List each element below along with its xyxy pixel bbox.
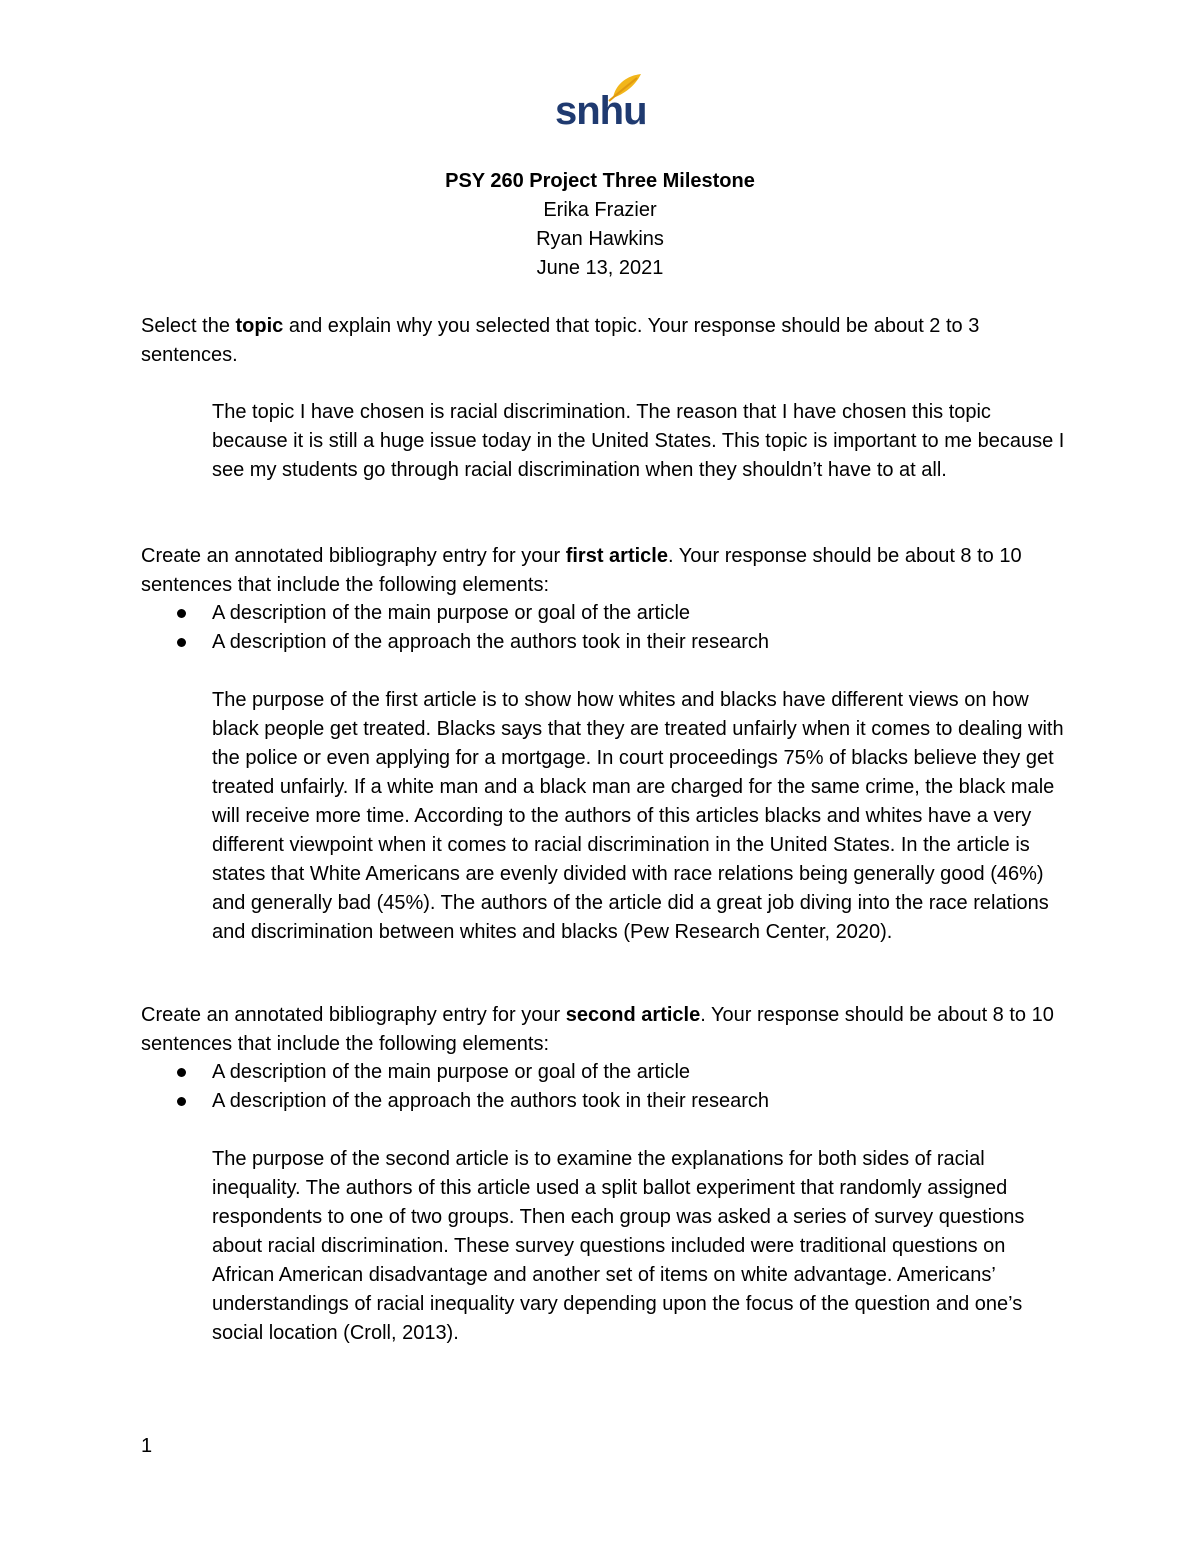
document-header: [0, 167, 1200, 283]
bullet-item: A description of the main purpose or goal of the article: [141, 599, 1066, 628]
second-article-bullets: [141, 1058, 1066, 1116]
bullet-icon: [177, 1097, 186, 1106]
page-number: 1: [141, 1435, 153, 1457]
prompt-text: Create an annotated bibliography entry for your: [141, 545, 566, 567]
topic-answer: The topic I have chosen is racial discrimination. The reason that I have chosen this topic because it is still a huge issue today in the United States. This topic is important to me because I see my students go through racial discrimination when they shouldn’t have to at all.: [212, 401, 1065, 481]
prompt-text: and explain why you selected that topic. Your response should be about 2 to 3 sentences.: [141, 315, 980, 366]
document-title: PSY 260 Project Three Milestone: [445, 170, 755, 192]
first-article-bullets: [141, 599, 1066, 657]
bullet-icon: [177, 609, 186, 618]
bullet-item: A description of the main purpose or goal of the article: [141, 1058, 1066, 1087]
bullet-icon: [177, 1068, 186, 1077]
bullet-icon: [177, 638, 186, 647]
bullet-item: A description of the approach the authors took in their research: [141, 628, 1066, 657]
first-article-prompt: [141, 542, 1066, 600]
prompt-bold-text: second article: [565, 1004, 701, 1026]
prompt-text: . Your response should be about 8 to 10 sentences that include the following elements:: [141, 545, 1022, 596]
prompt-bold-text: topic: [235, 315, 284, 337]
second-article-prompt: [141, 1001, 1066, 1059]
prompt-text: . Your response should be about 8 to 10 sentences that include the following elements:: [141, 1004, 1054, 1055]
first-article-answer: The purpose of the first article is to show how whites and blacks have different views on how black people get treated. Blacks says that they are treated unfairly when it comes to dealing with the police or even applying for a mortgage. In court proceedings 75% of blacks believe they get treated unfairly. If a white man and a black man are charged for the same crime, the black male will receive more time. According to the authors of this articles blacks and whites have a very different viewpoint when it comes to racial discrimination in the United States. In the article is states that White Americans are evenly divided with race relations being generally good (46%) and generally bad (45%). The authors of the article did a great job diving into the race relations and discrimination between whites and blacks (Pew Research Center, 2020).: [212, 689, 1064, 943]
bullet-item: A description of the approach the authors took in their research: [141, 1087, 1066, 1116]
prompt-bold-text: first article: [565, 545, 668, 567]
prompt-text: Select the: [141, 315, 236, 337]
instructor-name: Ryan Hawkins: [536, 228, 664, 250]
topic-prompt: [141, 312, 1066, 370]
logo-wordmark: snhu: [555, 89, 647, 133]
snhu-logo: [555, 72, 647, 134]
document-date: June 13, 2021: [536, 257, 664, 279]
author-name: Erika Frazier: [543, 199, 657, 221]
prompt-text: Create an annotated bibliography entry for your: [141, 1004, 566, 1026]
second-article-answer: The purpose of the second article is to examine the explanations for both sides of racial inequality. The authors of this article used a split ballot experiment that randomly assigned respondents to one of two groups. Then each group was asked a series of survey questions about racial discrimination. These survey questions included were traditional questions on African American disadvantage and another set of items on white advantage. Americans’ understandings of racial inequality vary depending upon the focus of the question and one’s social location (Croll, 2013).: [212, 1148, 1025, 1344]
